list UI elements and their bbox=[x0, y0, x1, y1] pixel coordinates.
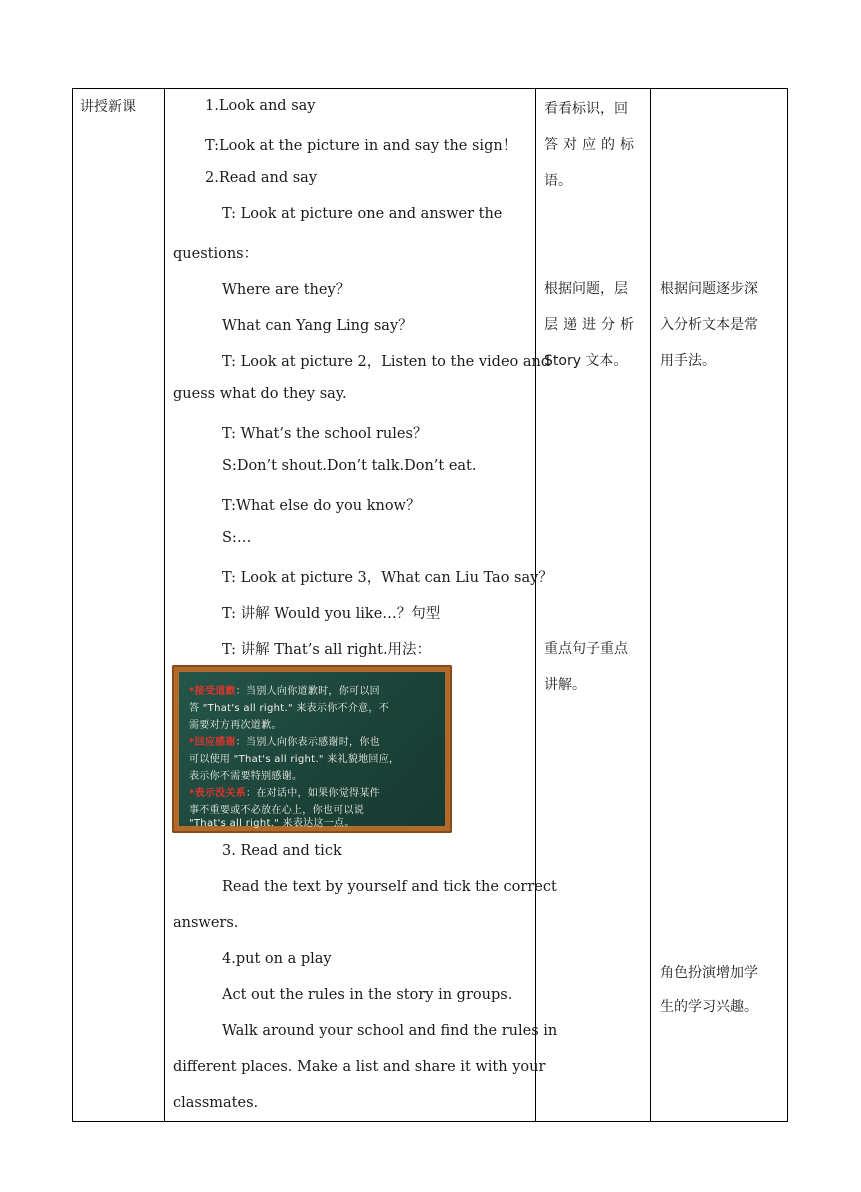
activity-line: 讲解。 bbox=[544, 677, 586, 693]
chalkboard-line: *表示没关系：在对话中，如果你觉得某件 bbox=[189, 788, 380, 799]
intent-line: 用手法。 bbox=[660, 353, 716, 369]
step-line: T:What else do you know？ bbox=[222, 498, 421, 514]
chalkboard-line: 答 "That's all right." 来表示你不介意，不 bbox=[189, 703, 390, 714]
step-line: What can Yang Ling say？ bbox=[222, 318, 413, 334]
step-line: questions： bbox=[173, 246, 259, 262]
step-line: answers. bbox=[173, 915, 239, 931]
step-line: 2.Read and say bbox=[205, 170, 318, 186]
step-line: T: What’s the school rules？ bbox=[222, 426, 428, 442]
step-line: guess what do they say. bbox=[173, 386, 347, 402]
step-line: Act out the rules in the story in groups. bbox=[222, 987, 513, 1003]
activity-line: 层递进分析 bbox=[544, 317, 639, 333]
chalkboard-image bbox=[172, 665, 452, 833]
chalkboard-line: 事不重要或不必放在心上，你也可以说 bbox=[189, 805, 365, 816]
step-line: S:Don’t shout.Don’t talk.Don’t eat. bbox=[222, 458, 477, 474]
step-line: T:Look at the picture in and say the sign！ bbox=[205, 138, 518, 154]
step-line: T: 讲解 That’s all right.用法： bbox=[222, 642, 432, 658]
step-line: 3. Read and tick bbox=[222, 843, 342, 859]
activity-line: Story 文本。 bbox=[544, 353, 628, 369]
step-line: 4.put on a play bbox=[222, 951, 332, 967]
activity-line: 看看标识，回 bbox=[544, 101, 628, 117]
chalkboard-line: *接受道歉：当别人向你道歉时，你可以回 bbox=[189, 686, 380, 697]
step-line: 1.Look and say bbox=[205, 98, 316, 114]
step-line: T: Look at picture 2，Listen to the video and bbox=[222, 354, 551, 370]
intent-line: 根据问题逐步深 bbox=[660, 281, 758, 297]
table-top-border bbox=[72, 88, 788, 89]
chalkboard-line: "That's all right." 来表达这一点。 bbox=[189, 818, 355, 829]
step-line: classmates. bbox=[173, 1095, 259, 1111]
column-divider-3 bbox=[650, 88, 651, 1122]
step-line: S:… bbox=[222, 530, 252, 546]
activity-line: 答对应的标 bbox=[544, 137, 639, 153]
table-left-border bbox=[72, 88, 73, 1122]
column-divider-1 bbox=[164, 88, 165, 1122]
step-line: Walk around your school and find the rules in bbox=[222, 1023, 558, 1039]
step-line: Read the text by yourself and tick the correct bbox=[222, 879, 557, 895]
column-divider-2 bbox=[535, 88, 536, 1122]
intent-line: 角色扮演增加学 bbox=[660, 965, 758, 981]
step-line: T: Look at picture 3，What can Liu Tao say？ bbox=[222, 570, 553, 586]
intent-line: 生的学习兴趣。 bbox=[660, 999, 758, 1015]
table-bottom-border bbox=[72, 1121, 788, 1122]
chalkboard-line: 可以使用 "That's all right." 来礼貌地回应， bbox=[189, 754, 400, 765]
row-header: 讲授新课 bbox=[80, 99, 136, 115]
step-line: Where are they？ bbox=[222, 282, 351, 298]
intent-line: 入分析文本是常 bbox=[660, 317, 758, 333]
activity-line: 重点句子重点 bbox=[544, 641, 628, 657]
step-line: different places. Make a list and share it with your bbox=[173, 1059, 546, 1075]
chalkboard-surface bbox=[179, 672, 445, 829]
chalkboard-line: *回应感谢：当别人向你表示感谢时，你也 bbox=[189, 737, 380, 748]
step-line: T: Look at picture one and answer the bbox=[222, 206, 503, 222]
step-line: T: 讲解 Would you like…？句型 bbox=[222, 606, 441, 622]
activity-line: 根据问题，层 bbox=[544, 281, 628, 297]
table-right-border bbox=[787, 88, 788, 1122]
chalkboard-line: 需要对方再次道歉。 bbox=[189, 720, 282, 731]
chalkboard-line: 表示你不需要特别感谢。 bbox=[189, 771, 303, 782]
activity-line: 语。 bbox=[544, 173, 572, 189]
